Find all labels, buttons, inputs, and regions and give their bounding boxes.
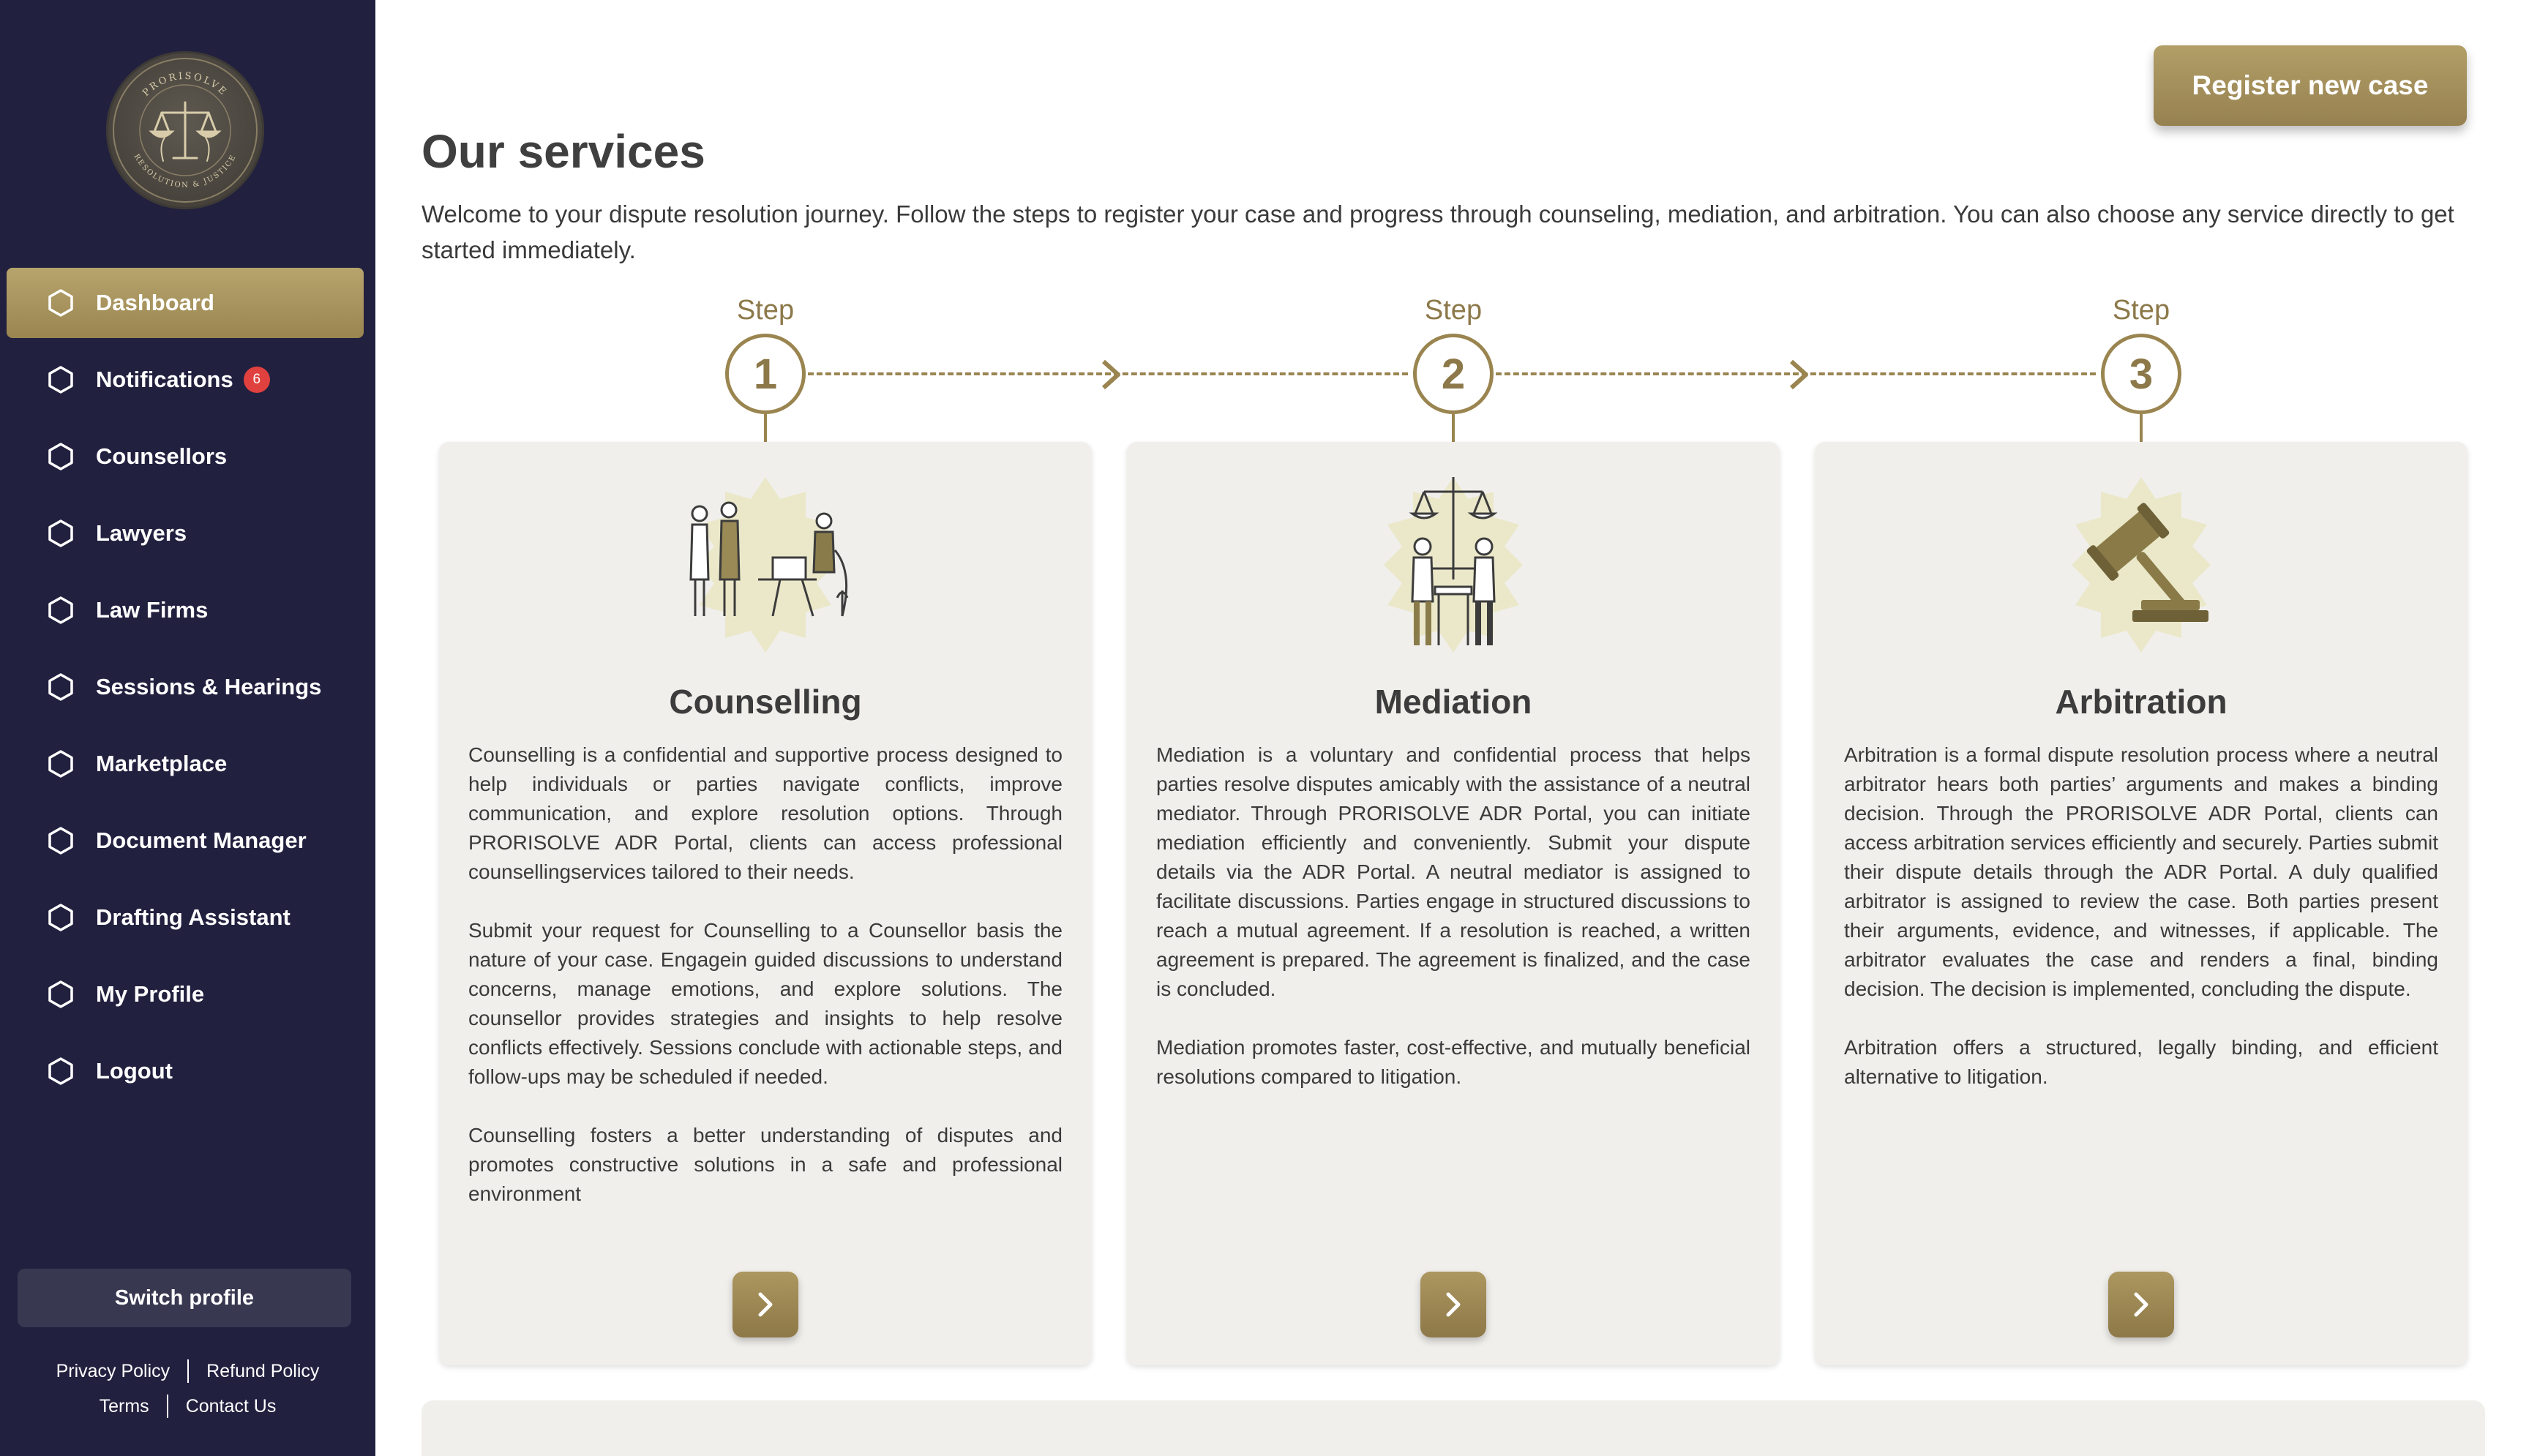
step-connector <box>764 414 767 443</box>
notification-count-badge: 6 <box>244 367 270 393</box>
sidebar-item-label: Sessions & Hearings <box>96 674 322 699</box>
svg-text:PRORISOLVE: PRORISOLVE <box>140 70 230 99</box>
card-paragraph: Mediation is a voluntary and confidential process that helps parties resolve disputes amicably with the assistance of a neutral mediator. Through PRORISOLVE ADR Portal, you can initiate mediation efficiently and conveniently. Submit your dispute details via the ADR Portal. A neutral mediator is assigned to facilitate discussions. Parties engage in structured discussions to reach a mutual agreement. If a resolution is reached, a written agreement is prepared. The agreement is finalized, and the case is concluded. <box>1156 743 1750 1000</box>
step-label: Step <box>2112 295 2170 326</box>
step-label: Step <box>736 295 795 326</box>
sidebar-item-label: Notifications <box>96 367 233 392</box>
hexagon-icon <box>46 519 75 548</box>
sidebar-item-label: Marketplace <box>96 751 228 776</box>
sidebar-item-logout[interactable] <box>7 1036 364 1106</box>
gavel-illustration-icon <box>2046 470 2236 660</box>
footer-links-row-2 <box>0 1395 375 1418</box>
sidebar-item-label: Dashboard <box>96 290 214 315</box>
switch-profile-button[interactable]: Switch profile <box>18 1269 351 1327</box>
scales-of-justice-logo-icon <box>106 51 264 209</box>
card-description <box>468 740 1063 1238</box>
hexagon-icon <box>46 288 75 318</box>
service-card-mediation <box>1127 442 1780 1365</box>
mediation-illustration-icon <box>1358 470 1548 660</box>
next-section-panel <box>422 1400 2485 1456</box>
step-connector <box>2140 414 2143 443</box>
hexagon-icon <box>46 596 75 625</box>
card-title: Counselling <box>669 683 862 721</box>
card-paragraph: Arbitration is a formal dispute resolution process where a neutral arbitrator hears both parties’ arguments and makes a binding decision. Through the PRORISOLVE ADR Portal, clients can access arbitration services efficiently and securely. Parties submit their dispute details through the ADR Portal. A duly qualified arbitrator is assigned to review the case. Both parties present their arguments, evidence, and witnesses, if applicable. The arbitrator evaluates the case and renders a final, binding decision. The decision is implemented, concluding the dispute. <box>1844 743 2438 1000</box>
hexagon-icon <box>46 826 75 855</box>
card-description <box>1844 740 2438 1121</box>
step-label: Step <box>1424 295 1483 326</box>
contact-us-link[interactable]: Contact Us <box>185 1395 277 1416</box>
chevron-right-icon <box>749 1288 782 1321</box>
sidebar-item-label: Lawyers <box>96 520 187 546</box>
refund-policy-link[interactable]: Refund Policy <box>206 1360 320 1381</box>
hexagon-icon <box>46 365 75 394</box>
sidebar-item-counsellors[interactable] <box>7 421 364 492</box>
sidebar-item-label: Drafting Assistant <box>96 904 291 930</box>
terms-link[interactable]: Terms <box>99 1395 149 1416</box>
service-card-counselling <box>439 442 1092 1365</box>
sidebar-item-document-manager[interactable] <box>7 806 364 876</box>
service-card-arbitration <box>1815 442 2468 1365</box>
card-title: Arbitration <box>2055 683 2228 721</box>
chevron-right-icon <box>2125 1288 2157 1321</box>
sidebar-item-dashboard[interactable] <box>7 268 364 338</box>
footer-links-row-1 <box>0 1359 375 1383</box>
hexagon-icon <box>46 903 75 932</box>
hexagon-icon <box>46 672 75 702</box>
register-new-case-button[interactable]: Register new case <box>2154 45 2467 126</box>
sidebar-item-notifications[interactable] <box>7 345 364 415</box>
card-paragraph: Arbitration offers a structured, legally binding, and efficient alternative to litigation. <box>1844 1036 2438 1088</box>
divider <box>167 1395 168 1418</box>
divider <box>187 1359 189 1383</box>
step-3-circle: 3 <box>2101 334 2181 414</box>
card-paragraph: Submit your request for Counselling to a Counsellor basis the nature of your case. Engagein guided discussions to understand concerns, manage emotions, and explore solutions. The counsellor provides strategies and insights to help resolve conflicts effectively. Sessions conclude with actionable steps, and follow-ups may be scheduled if needed. <box>468 919 1063 1088</box>
counselling-go-button[interactable] <box>733 1272 798 1337</box>
sidebar-item-label: Document Manager <box>96 828 307 853</box>
step-connector <box>1452 414 1455 443</box>
sidebar-item-lawyers[interactable] <box>7 498 364 568</box>
sidebar-item-my-profile[interactable] <box>7 959 364 1029</box>
chevron-right-icon <box>1784 357 1813 392</box>
page-title: Our services <box>422 125 705 178</box>
sidebar-nav <box>7 268 364 1113</box>
sidebar-item-label: Logout <box>96 1058 173 1084</box>
card-title: Mediation <box>1374 683 1532 721</box>
card-paragraph: Counselling fosters a better understanding of disputes and promotes constructive solutions in a safe and professional environment <box>468 1124 1063 1205</box>
counselling-illustration-icon <box>670 470 861 660</box>
svg-text:RESOLUTION & JUSTICE: RESOLUTION & JUSTICE <box>132 153 239 190</box>
sidebar-item-label: Law Firms <box>96 597 209 623</box>
privacy-policy-link[interactable]: Privacy Policy <box>56 1360 171 1381</box>
chevron-right-icon <box>1437 1288 1469 1321</box>
chevron-right-icon <box>1096 357 1125 392</box>
hexagon-icon <box>46 1057 75 1086</box>
intro-text: Welcome to your dispute resolution journey. Follow the steps to register your case and progress through counseling, mediation, and arbitration. You can also choose any service directly to get started immediately. <box>422 200 2454 263</box>
sidebar-item-sessions-hearings[interactable] <box>7 652 364 722</box>
sidebar <box>0 0 375 1456</box>
mediation-go-button[interactable] <box>1420 1272 1486 1337</box>
card-paragraph: Counselling is a confidential and supportive process designed to help individuals or parties navigate conflicts, improve communication, and explore resolution options. Through PRORISOLVE ADR Portal, clients can access professional counsellingservices tailored to their needs. <box>468 743 1063 883</box>
sidebar-item-label: Counsellors <box>96 443 228 469</box>
hexagon-icon <box>46 980 75 1009</box>
sidebar-item-label: My Profile <box>96 981 205 1007</box>
hexagon-icon <box>46 749 75 778</box>
sidebar-item-drafting-assistant[interactable] <box>7 882 364 953</box>
logo[interactable] <box>106 51 264 209</box>
arbitration-go-button[interactable] <box>2108 1272 2174 1337</box>
card-description <box>1156 740 1750 1121</box>
step-1-circle: 1 <box>725 334 806 414</box>
hexagon-icon <box>46 442 75 471</box>
card-paragraph: Mediation promotes faster, cost-effective, and mutually beneficial resolutions compared to litigation. <box>1156 1036 1750 1088</box>
sidebar-item-marketplace[interactable] <box>7 729 364 799</box>
sidebar-item-law-firms[interactable] <box>7 575 364 645</box>
step-2-circle: 2 <box>1413 334 1494 414</box>
